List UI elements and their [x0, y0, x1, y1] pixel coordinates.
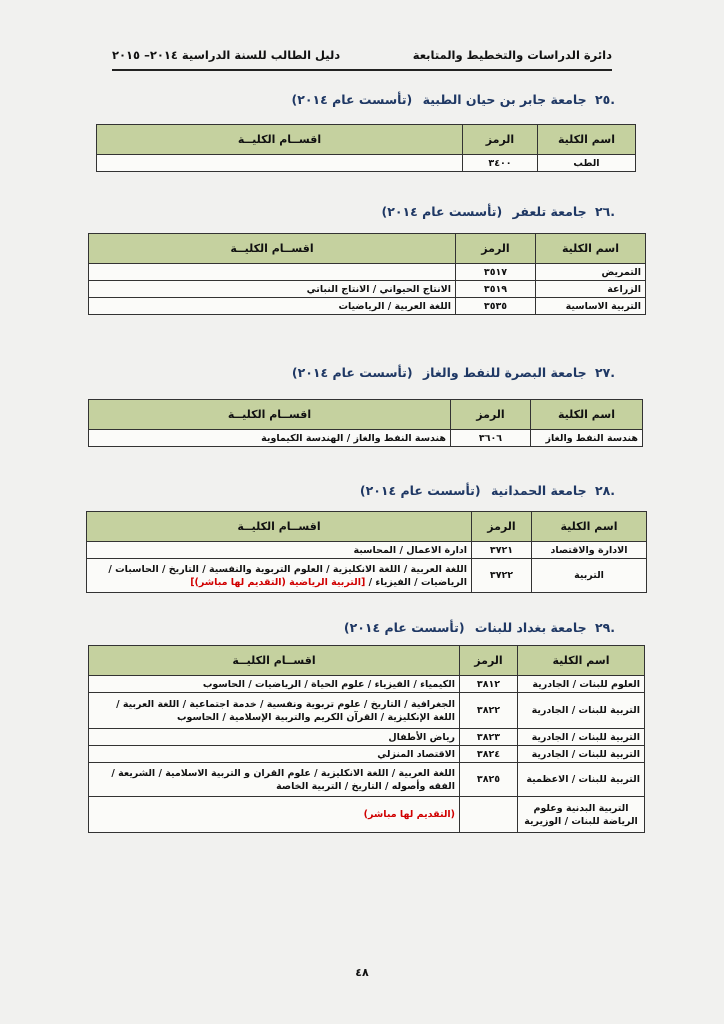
table-row	[89, 763, 645, 797]
col-college-name: اسم الكلية	[518, 646, 645, 676]
col-code: الرمز	[456, 234, 536, 264]
section-title	[292, 365, 615, 380]
table-row	[89, 676, 645, 693]
colleges-table	[88, 645, 645, 833]
college-code: ٣٥٣٥	[456, 298, 536, 315]
college-name: التربية البدنية وعلوم الرياضة للبنات / الوزيرية	[518, 797, 645, 833]
col-departments: اقســام الكليــة	[89, 234, 456, 264]
departments: الكيمياء / الفيزياء / علوم الحياة / الرياضيات / الحاسوب	[89, 676, 460, 693]
departments	[97, 155, 463, 172]
section-title	[344, 620, 615, 635]
table-row	[89, 281, 646, 298]
college-name: التمريض	[536, 264, 646, 281]
university-name: جامعة جابر بن حيان الطبية	[422, 92, 587, 107]
college-name: التربية للبنات / الجادرية	[518, 746, 645, 763]
section-number: .٢٦	[594, 204, 615, 219]
departments	[89, 797, 460, 833]
section-title	[360, 483, 615, 498]
founded-note: (تأسست عام ٢٠١٤)	[291, 92, 413, 107]
header-rule	[112, 69, 612, 71]
col-code: الرمز	[460, 646, 518, 676]
col-college-name: اسم الكلية	[531, 400, 643, 430]
college-code: ٣٨٢٥	[460, 763, 518, 797]
university-name: جامعة بغداد للبنات	[474, 620, 587, 635]
colleges-table	[96, 124, 636, 172]
col-code: الرمز	[472, 512, 532, 542]
section-number: .٢٨	[594, 483, 615, 498]
page-number: ٤٨	[355, 966, 369, 979]
college-name: التربية للبنات / الجادرية	[518, 693, 645, 729]
departments: ادارة الاعمال / المحاسبة	[87, 542, 472, 559]
table-row	[89, 746, 645, 763]
section-title	[292, 92, 615, 107]
section-title	[382, 204, 616, 219]
college-code: ٣٤٠٠	[463, 155, 538, 172]
table-row	[89, 264, 646, 281]
table-row	[89, 298, 646, 315]
college-code: ٣٨٢٤	[460, 746, 518, 763]
college-name: هندسة النفط والغاز	[531, 430, 643, 447]
college-code: ٣٧٢٢	[472, 559, 532, 593]
departments: هندسة النفط والغاز / الهندسة الكيماوية	[89, 430, 451, 447]
table-header-row	[97, 125, 636, 155]
departments: اللغة العربية / اللغة الانكليزية / علوم القران و التربية الاسلامية / الشريعة / الفقه وأصوله / التاريخ / التربية الخاصة	[89, 763, 460, 797]
col-college-name: اسم الكلية	[536, 234, 646, 264]
founded-note: (تأسست عام ٢٠١٤)	[359, 483, 481, 498]
college-code: ٣٨٢٣	[460, 729, 518, 746]
col-college-name: اسم الكلية	[538, 125, 636, 155]
col-departments: اقســام الكليــة	[87, 512, 472, 542]
table-row	[97, 155, 636, 172]
college-name: الزراعة	[536, 281, 646, 298]
college-code: ٣٨٢٢	[460, 693, 518, 729]
col-code: الرمز	[463, 125, 538, 155]
col-departments: اقســام الكليــة	[89, 646, 460, 676]
col-code: الرمز	[451, 400, 531, 430]
table-header-row	[89, 234, 646, 264]
section-number: .٢٧	[594, 365, 615, 380]
founded-note: (تأسست عام ٢٠١٤)	[291, 365, 413, 380]
header-guide-title: دليل الطالب للسنة الدراسية ٢٠١٤– ٢٠١٥	[112, 48, 341, 62]
college-code: ٣٧٢١	[472, 542, 532, 559]
departments: رياض الأطفال	[89, 729, 460, 746]
col-departments: اقســام الكليــة	[97, 125, 463, 155]
college-code: ٣٥١٧	[456, 264, 536, 281]
table-row	[89, 729, 645, 746]
college-code: ٣٥١٩	[456, 281, 536, 298]
college-name: التربية للبنات / الجادرية	[518, 729, 645, 746]
table-header-row	[87, 512, 647, 542]
college-name: الطب	[538, 155, 636, 172]
founded-note: (تأسست عام ٢٠١٤)	[381, 204, 503, 219]
founded-note: (تأسست عام ٢٠١٤)	[343, 620, 465, 635]
table-header-row	[89, 646, 645, 676]
table-row	[87, 559, 647, 593]
college-code	[460, 797, 518, 833]
table-row	[87, 542, 647, 559]
university-name: جامعة تلعفر	[512, 204, 587, 219]
departments: الانتاج الحيواني / الانتاج النباتي	[89, 281, 456, 298]
college-name: التربية	[532, 559, 647, 593]
college-name: التربية الاساسية	[536, 298, 646, 315]
section-number: .٢٥	[594, 92, 615, 107]
departments-text: اللغة العربية / اللغة الانكليزية / العلوم التربوية والنفسية / التاريخ / الحاسبات / الرياضيات / الفيزياء /	[108, 563, 467, 588]
section-number: .٢٩	[594, 620, 615, 635]
college-name: التربية للبنات / الاعظمية	[518, 763, 645, 797]
table-row	[89, 693, 645, 729]
departments: الاقتصاد المنزلي	[89, 746, 460, 763]
table-header-row	[89, 400, 643, 430]
college-code: ٣٨١٢	[460, 676, 518, 693]
colleges-table	[88, 399, 643, 447]
departments: الجغرافية / التاريخ / علوم تربوية ونفسية / خدمة اجتماعية / اللغة العربية / اللغة الإنكليزية / القرآن الكريم والتربية الإسلامية / الحاسوب	[89, 693, 460, 729]
colleges-table	[88, 233, 646, 315]
col-college-name: اسم الكلية	[532, 512, 647, 542]
table-row	[89, 430, 643, 447]
table-row	[89, 797, 645, 833]
col-departments: اقســام الكليــة	[89, 400, 451, 430]
college-name: الادارة والاقتصاد	[532, 542, 647, 559]
direct-admission-note: [التربية الرياضية (التقديم لها مباشر)]	[190, 576, 366, 588]
page-header	[112, 48, 612, 66]
university-name: جامعة الحمدانية	[490, 483, 587, 498]
direct-admission-note: (التقديم لها مباشر)	[363, 809, 455, 820]
college-code: ٣٦٠٦	[451, 430, 531, 447]
departments: اللغة العربية / الرياضيات	[89, 298, 456, 315]
header-department: دائرة الدراسات والتخطيط والمتابعة	[412, 48, 612, 62]
departments	[87, 559, 472, 593]
departments	[89, 264, 456, 281]
college-name: العلوم للبنات / الجادرية	[518, 676, 645, 693]
university-name: جامعة البصرة للنفط والغاز	[422, 365, 587, 380]
colleges-table	[86, 511, 647, 593]
